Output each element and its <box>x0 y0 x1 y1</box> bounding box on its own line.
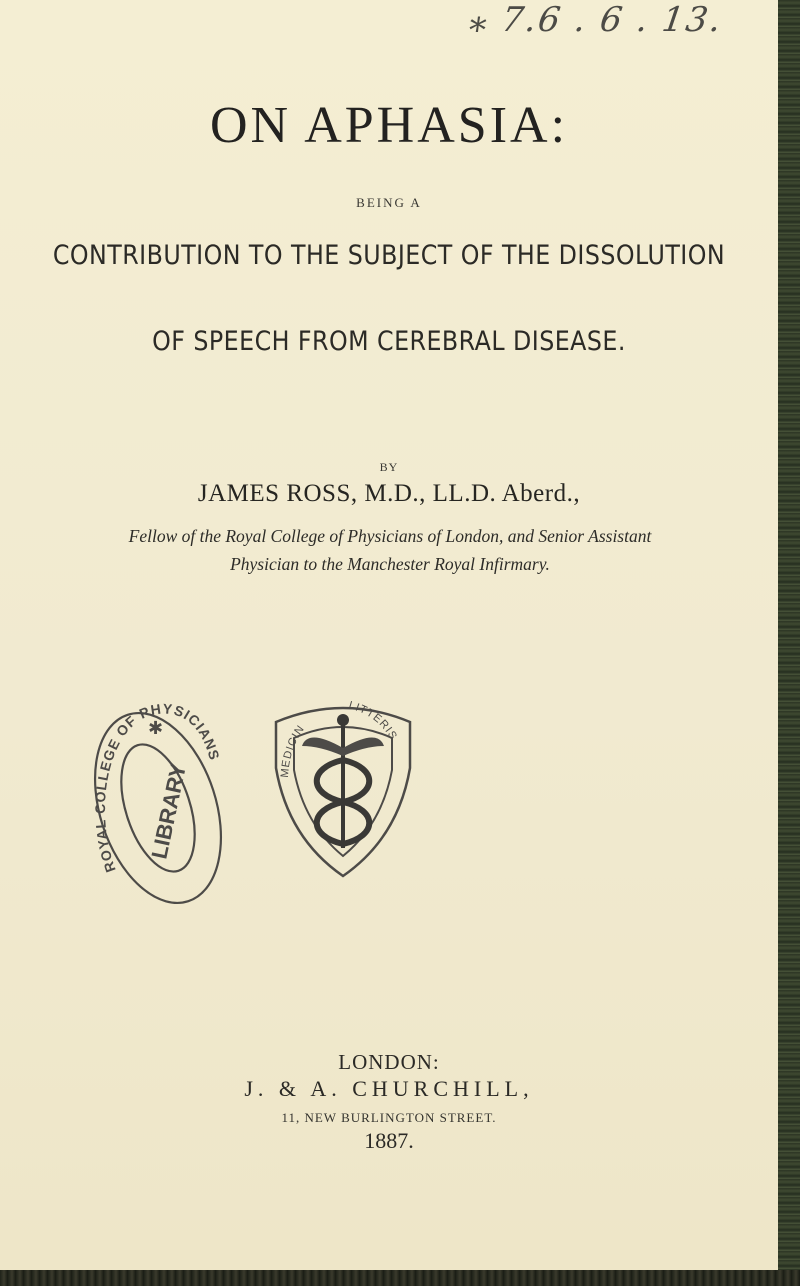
emblem-left-text: MEDICIN <box>278 722 308 779</box>
book-title: ON APHASIA: <box>209 97 569 154</box>
handwritten-shelf-mark: ⁎ 7.6 . 6 . 13. <box>467 0 726 40</box>
subtitle-line-2: OF SPEECH FROM CEREBRAL DISEASE. <box>152 326 626 357</box>
author-name: JAMES ROSS, M.D., LL.D. Aberd., <box>197 480 581 507</box>
author-affiliation <box>40 522 740 578</box>
imprint-address: 11, NEW BURLINGTON STREET. <box>281 1110 497 1125</box>
caduceus-icon <box>302 714 384 848</box>
imprint-city: LONDON: <box>338 1050 440 1074</box>
star-icon: ✱ <box>148 718 164 739</box>
subtitle-line-1: CONTRIBUTION TO THE SUBJECT OF THE DISSOLUTION <box>52 240 726 271</box>
page-bottom-edge <box>0 1270 800 1286</box>
stamp-inner-text: LIBRARY <box>146 760 192 862</box>
emblem-right-text: LITTERIS <box>347 699 400 743</box>
by-label: BY <box>379 460 399 474</box>
imprint-year: 1887. <box>364 1128 414 1153</box>
affiliation-line-1: Fellow of the Royal College of Physicians of London, and Senior Assistant <box>128 526 652 546</box>
book-binding-edge <box>778 0 800 1286</box>
stamp-outer-text: ROYAL COLLEGE OF PHYSICIANS <box>91 700 223 875</box>
imprint-publisher: J. & A. CHURCHILL, <box>244 1076 534 1101</box>
caduceus-shield-emblem <box>268 698 418 880</box>
library-stamp <box>88 700 228 915</box>
svg-text:LITTERIS <box>347 699 399 742</box>
affiliation-line-2: Physician to the Manchester Royal Infirmary. <box>230 554 550 574</box>
being-a-label: BEING A <box>356 195 422 210</box>
